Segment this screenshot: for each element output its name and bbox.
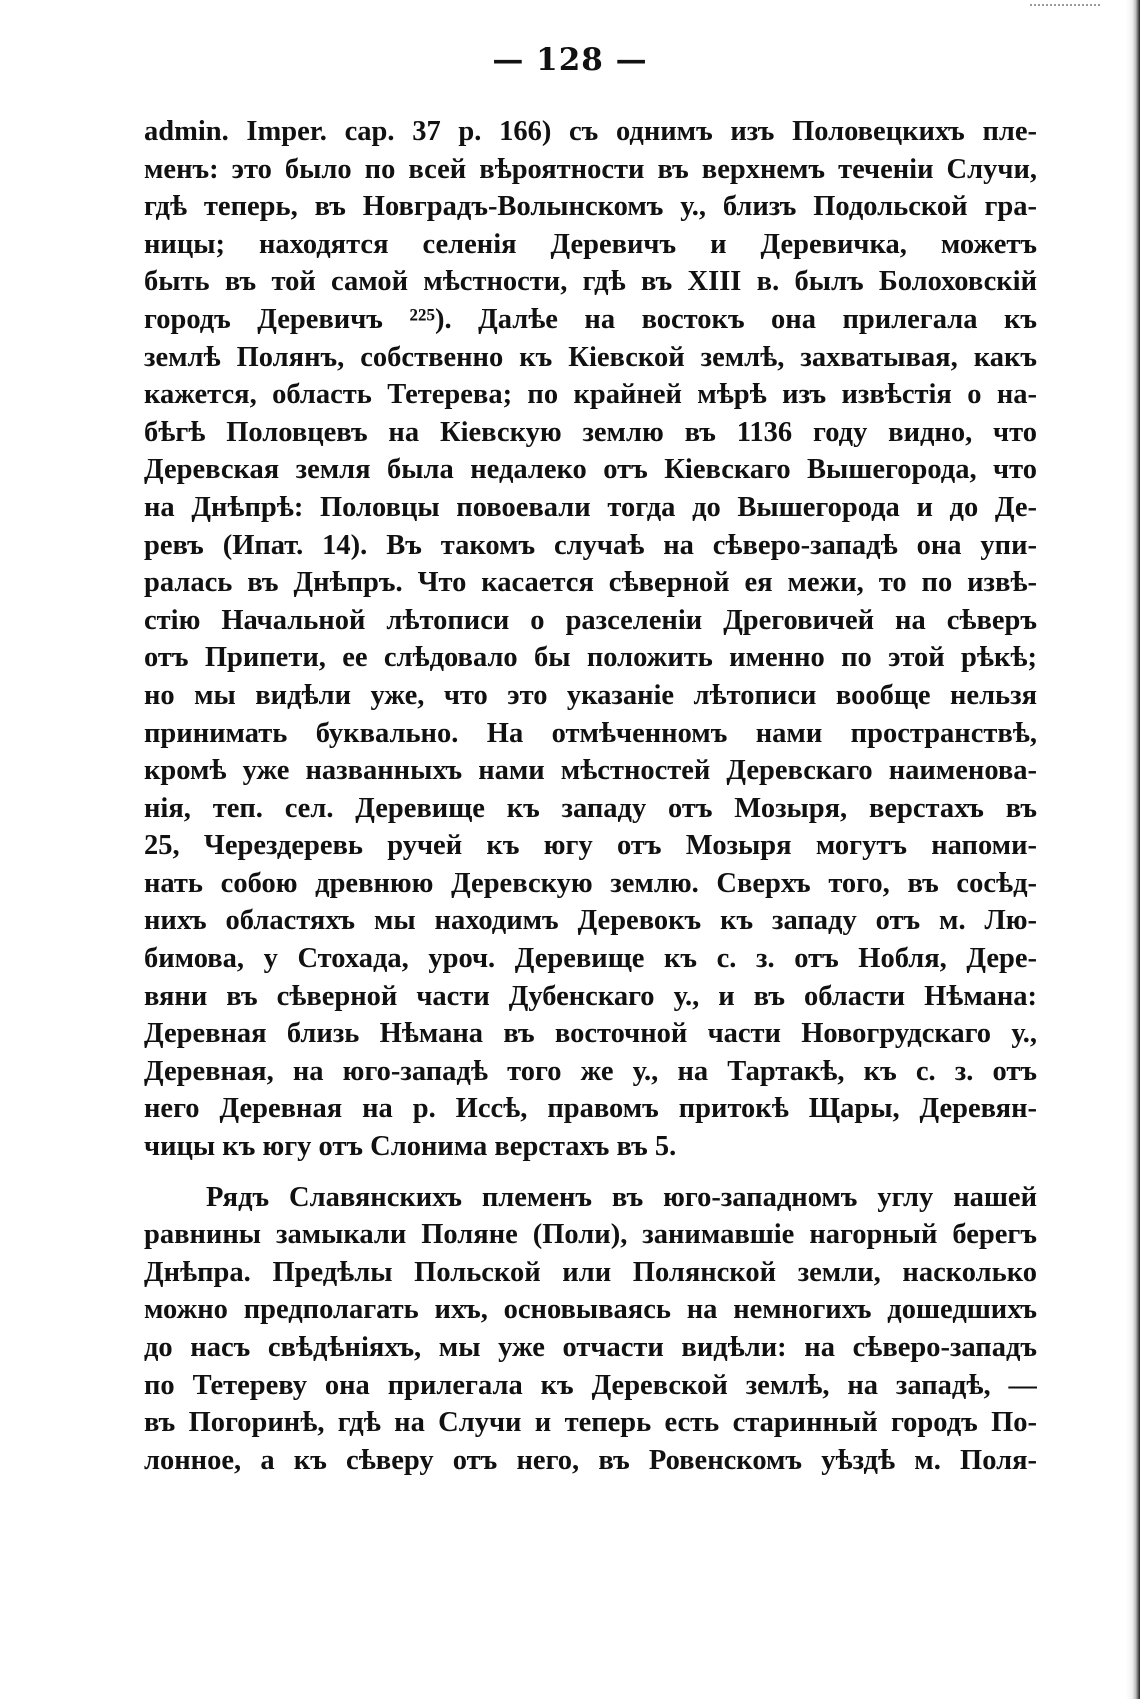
page-number: — 128 —: [492, 42, 648, 78]
text-line: землѣ Полянъ, собственно къ Кіевской землѣ, захватывая, какъ: [144, 341, 1037, 373]
text-line: равнины замыкали Поляне (Поли), занимавшіе нагорный берегъ: [144, 1219, 1037, 1251]
text-line: лонное, а къ сѣверу отъ него, въ Ровенскомъ уѣздѣ м. Поля-: [144, 1444, 1037, 1476]
text-line: по Тетереву она прилегала къ Деревской землѣ, на западѣ, —: [144, 1369, 1037, 1401]
text-line: стію Начальной лѣтописи о разселеніи Дреговичей на сѣверъ: [144, 604, 1037, 636]
text-line: на Днѣпрѣ: Половцы повоевали тогда до Вышегорода и до Де-: [144, 491, 1037, 523]
text-line: кажется, область Тетерева; по крайней мѣрѣ изъ извѣстія о на-: [144, 379, 1037, 411]
text-line: вяни въ сѣверной части Дубенскаго у., и въ области Нѣмана:: [144, 980, 1037, 1012]
text-line: быть въ той самой мѣстности, гдѣ въ XIII в. былъ Болоховскій: [144, 266, 1037, 298]
page-edge-shadow: [1126, 0, 1140, 1699]
text-line: кромѣ уже названныхъ нами мѣстностей Деревскаго наименова-: [144, 755, 1037, 787]
text-line: менъ: это было по всей вѣроятности въ верхнемъ теченіи Случи,: [144, 153, 1037, 185]
text-line: ницы; находятся селенія Деревичъ и Деревичка, можетъ: [144, 228, 1037, 260]
text-line: въ Погоринѣ, гдѣ на Случи и теперь есть старинный городъ По-: [144, 1407, 1037, 1439]
text-line: нія, теп. сел. Деревище къ западу отъ Мозыря, верстахъ въ: [144, 792, 1037, 824]
text-line: бѣгѣ Половцевъ на Кіевскую землю въ 1136 году видно, что: [144, 416, 1037, 448]
scan-marks: [1030, 4, 1100, 8]
body-text: [144, 113, 1037, 1479]
text-line: нихъ областяхъ мы находимъ Деревокъ къ западу отъ м. Лю-: [144, 905, 1037, 937]
text-line: 25, Черездеревь ручей къ югу отъ Мозыря могутъ напоми-: [144, 830, 1037, 862]
text-line: бимова, у Стохада, уроч. Деревище къ с. з. отъ Нобля, Дере-: [144, 943, 1037, 975]
text-line: но мы видѣли уже, что это указаніе лѣтописи вообще нельзя: [144, 679, 1037, 711]
text-line: Деревная, на юго-западѣ того же у., на Тартакѣ, къ с. з. отъ: [144, 1055, 1037, 1087]
text-line: нать собою древнюю Деревскую землю. Сверхъ того, въ сосѣд-: [144, 867, 1037, 899]
text-line: admin. Imper. cap. 37 p. 166) съ однимъ изъ Половецкихъ пле-: [144, 116, 1037, 147]
text-line: до насъ свѣдѣніяхъ, мы уже отчасти видѣли: на сѣверо-западъ: [144, 1332, 1037, 1363]
paragraph-gap: [144, 1166, 1037, 1179]
text-line: Деревная близь Нѣмана въ восточной части Новогрудскаго у.,: [144, 1018, 1037, 1050]
text-line: чицы къ югу отъ Слонима верстахъ въ 5.: [144, 1131, 677, 1163]
paragraph-1: [144, 113, 1037, 1166]
text-line: гдѣ теперь, въ Новградъ-Волынскомъ у., близъ Подольской гра-: [144, 191, 1037, 223]
text-line: Днѣпра. Предѣлы Польской или Полянской земли, насколько: [144, 1256, 1037, 1288]
paragraph-2: [144, 1179, 1037, 1480]
text-line: можно предполагать ихъ, основываясь на немногихъ дошедшихъ: [144, 1294, 1037, 1326]
text-line: отъ Припети, ее слѣдовало бы положить именно по этой рѣкѣ;: [144, 642, 1037, 674]
text-line: ралась въ Днѣпръ. Что касается сѣверной ея межи, то по извѣ-: [144, 567, 1037, 599]
text-line: Деревская земля была недалеко отъ Кіевскаго Вышегорода, что: [144, 454, 1037, 486]
text-line: ревъ (Ипат. 14). Въ такомъ случаѣ на сѣверо-западѣ она упи-: [144, 529, 1037, 561]
text-line: принимать буквально. На отмѣченномъ нами пространствѣ,: [144, 717, 1037, 749]
text-line: Рядъ Славянскихъ племенъ въ юго-западномъ углу нашей: [206, 1181, 1037, 1213]
text-line: него Деревная на р. Иссѣ, правомъ притокѣ Щары, Деревян-: [144, 1093, 1037, 1125]
text-line: городъ Деревичъ ²²⁵). Далѣе на востокъ она прилегала къ: [144, 303, 1037, 335]
